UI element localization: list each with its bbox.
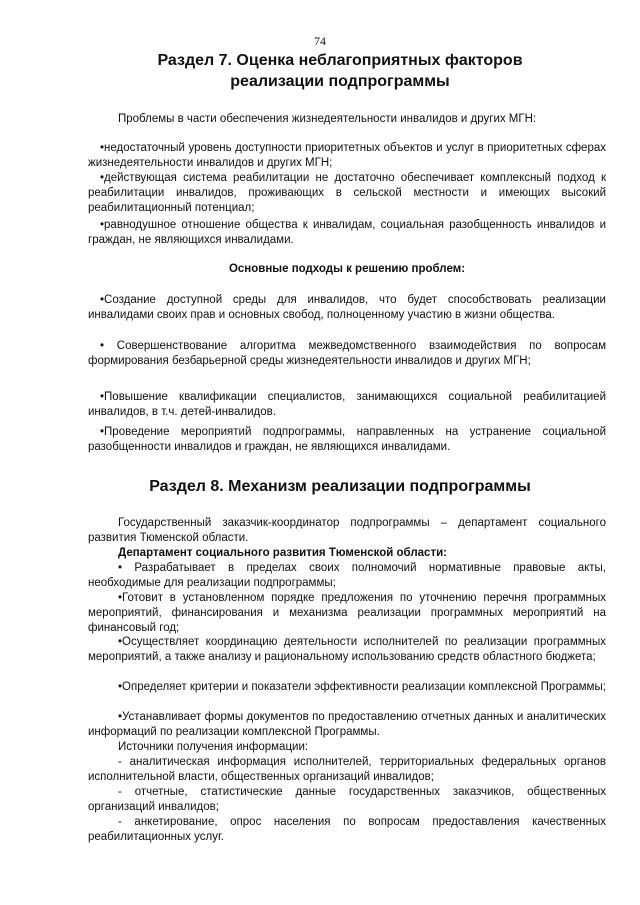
duty-item-4: •Определяет критерии и показатели эффективности реализации комплексной Программы; bbox=[118, 681, 606, 693]
source-item-1: - аналитическая информация исполнителей, территориальных федеральных органов исполнительной власти, общественных организаций инвалидов; bbox=[88, 756, 606, 783]
section-7-title-line-2: реализации подпрограммы bbox=[230, 73, 450, 90]
approach-item-4: •Проведение мероприятий подпрограммы, направленных на устранение социальной разобщенности инвалидов и граждан, не являющихся инвалидами. bbox=[88, 426, 606, 453]
duty-item-1: • Разрабатывает в пределах своих полномочий нормативные правовые акты, необходимые для реализации подпрограммы; bbox=[88, 562, 606, 589]
approach-item-1: •Создание доступной среды для инвалидов, что будет способствовать реализации инвалидами своих прав и основных свобод, полноценному участию в жизни общества. bbox=[88, 294, 606, 321]
department-heading: Департамент социального развития Тюменской области: bbox=[118, 547, 447, 559]
source-item-3: - анкетирование, опрос населения по вопросам предоставления качественных реабилитационных услуг. bbox=[88, 816, 606, 843]
approach-item-2: • Совершенствование алгоритма межведомственного взаимодействия по вопросам формирования безбарьерной среды жизнедеятельности инвалидов и других МГН; bbox=[88, 340, 606, 367]
problem-item-3: •равнодушное отношение общества к инвалидам, социальная разобщенность инвалидов и граждан, не являющихся инвалидами. bbox=[88, 219, 606, 246]
section-7-title-line-1: Раздел 7. Оценка неблагоприятных факторов bbox=[157, 52, 523, 69]
duty-item-5: •Устанавливает формы документов по предоставлению отчетных данных и аналитических информаций по реализации комплексной Программы. bbox=[88, 711, 606, 738]
page-number: 74 bbox=[314, 34, 326, 48]
source-item-2: - отчетные, статистические данные государственных заказчиков, общественных организаций инвалидов; bbox=[88, 786, 606, 813]
problem-item-1: •недостаточный уровень доступности приоритетных объектов и услуг в приоритетных сферах жизнедеятельности инвалидов и других МГН; bbox=[88, 142, 606, 169]
sources-heading: Источники получения информации: bbox=[118, 741, 309, 753]
problems-intro: Проблемы в части обеспечения жизнедеятельности инвалидов и других МГН: bbox=[118, 113, 537, 125]
approach-item-3: •Повышение квалификации специалистов, занимающихся социальной реабилитацией инвалидов, в т.ч. детей-инвалидов. bbox=[88, 391, 606, 418]
customer-paragraph: Государственный заказчик-координатор подпрограммы – департамент социального развития Тюменской области. bbox=[88, 517, 606, 544]
problem-item-2: •действующая система реабилитации не достаточно обеспечивает комплексный подход к реабилитации инвалидов, проживающих в сельской местности и имеющих высокий реабилитационный потенциал; bbox=[88, 172, 606, 214]
duty-item-3: •Осуществляет координацию деятельности исполнителей по реализации программных мероприятий, а также анализу и рациональному использованию средств областного бюджета; bbox=[88, 636, 606, 663]
section-7-title bbox=[60, 50, 620, 92]
section-8-title: Раздел 8. Механизм реализации подпрограммы bbox=[149, 478, 531, 495]
approaches-heading: Основные подходы к решению проблем: bbox=[228, 263, 466, 275]
duty-item-2: •Готовит в установленном порядке предложения по уточнению перечня программных мероприятий, финансирования и механизма реализации программных мероприятий на финансовый год; bbox=[88, 592, 606, 634]
